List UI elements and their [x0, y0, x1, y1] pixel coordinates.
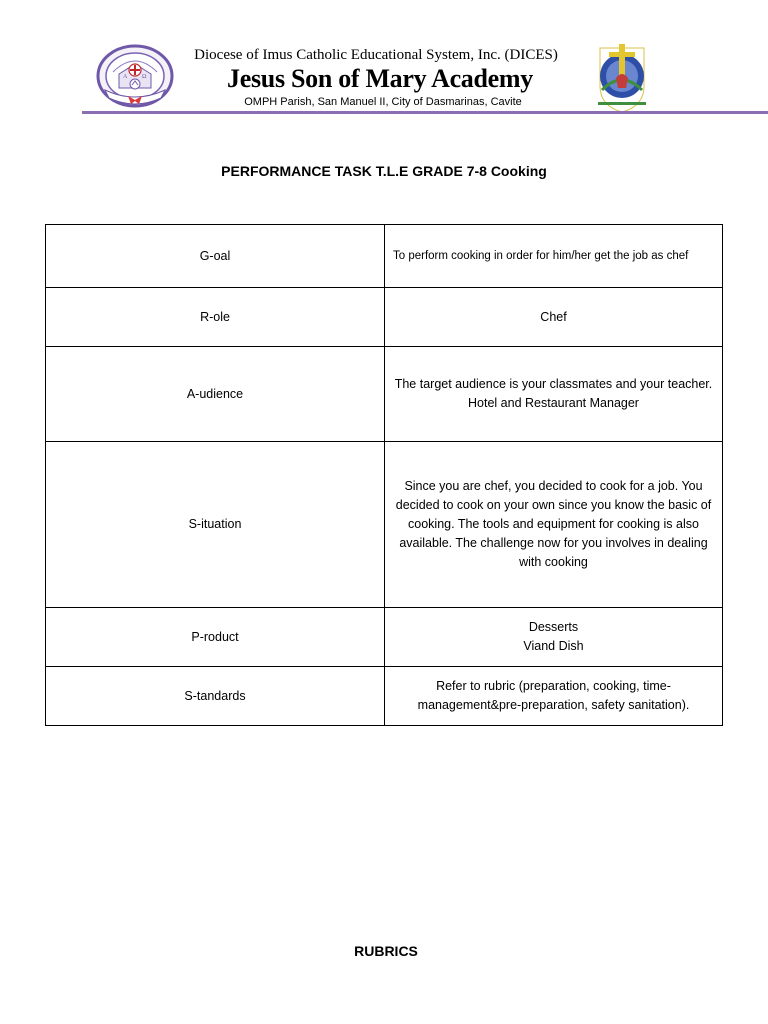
svg-text:A: A	[123, 74, 128, 80]
goal-label: G-oal	[46, 225, 385, 288]
header-divider	[82, 111, 768, 114]
product-label: P-roduct	[46, 608, 385, 667]
goal-text: To perform cooking in order for him/her get the job as chef	[393, 250, 689, 262]
table-row-role	[46, 288, 723, 347]
diocese-name: Diocese of Imus Catholic Educational System, Inc. (DICES)	[194, 47, 558, 63]
table-row-goal	[46, 225, 723, 288]
page-title: PERFORMANCE TASK T.L.E GRADE 7-8 Cooking	[221, 163, 547, 179]
table-row-standards	[46, 667, 723, 726]
role-value: Chef	[385, 288, 723, 347]
role-label: R-ole	[46, 288, 385, 347]
standards-label: S-tandards	[46, 667, 385, 726]
letterhead	[0, 0, 768, 115]
product-value: Desserts Viand Dish	[385, 608, 723, 667]
audience-label: A-udience	[46, 347, 385, 442]
audience-value: The target audience is your classmates and your teacher. Hotel and Restaurant Manager	[385, 347, 723, 442]
rubrics-heading: RUBRICS	[354, 943, 418, 959]
situation-label: S-ituation	[46, 442, 385, 608]
svg-text:Ω: Ω	[142, 74, 147, 80]
standards-value: Refer to rubric (preparation, cooking, time-management&pre-preparation, safety sanitation).	[385, 667, 723, 726]
table-row-situation	[46, 442, 723, 608]
situation-value: Since you are chef, you decided to cook for a job. You decided to cook on your own since you know the basic of cooking. The tools and equipment for cooking is also available. The challenge now for you involves in dealing with cooking	[385, 442, 723, 608]
school-address: OMPH Parish, San Manuel II, City of Dasmarinas, Cavite	[244, 96, 522, 108]
table-row-product	[46, 608, 723, 667]
table-row-audience	[46, 347, 723, 442]
grasps-table	[45, 224, 723, 726]
school-name: Jesus Son of Mary Academy	[227, 64, 533, 93]
goal-value	[385, 225, 723, 288]
